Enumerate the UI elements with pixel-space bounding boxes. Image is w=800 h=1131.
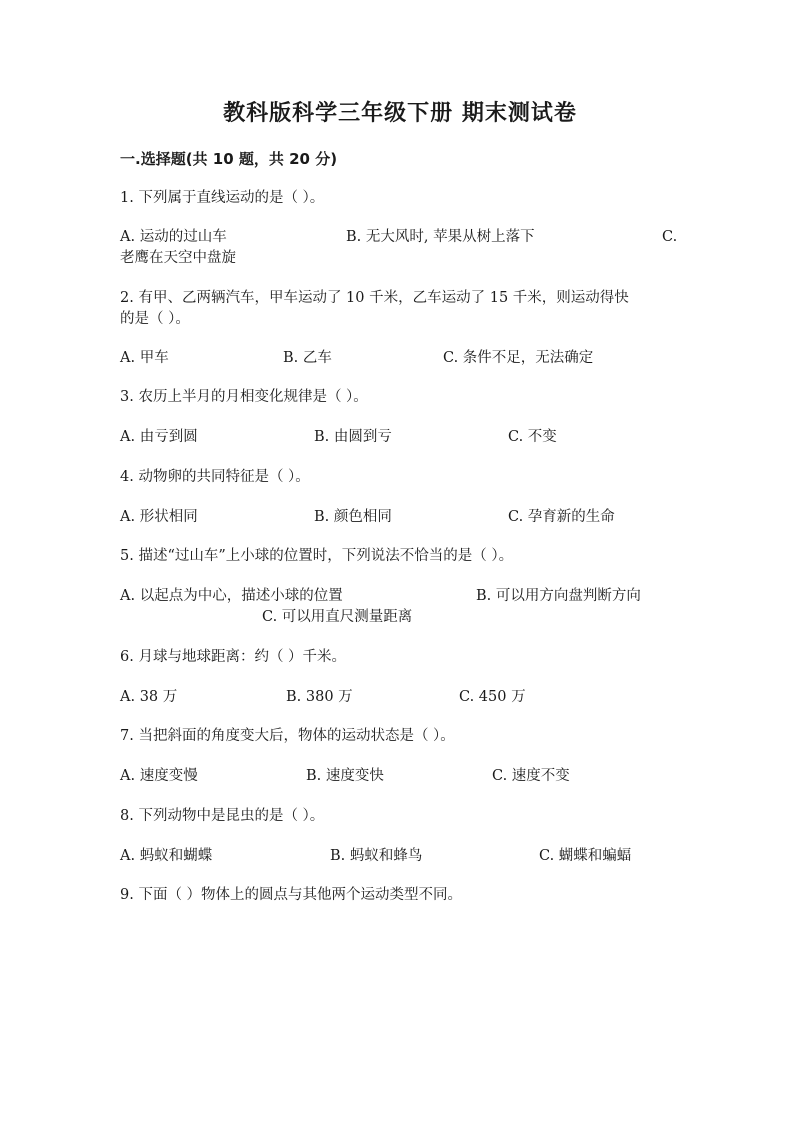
question-2-option-c: C. 条件不足，无法确定 xyxy=(443,350,594,366)
question-3-option-b: B. 由圆到亏 xyxy=(314,429,392,445)
question-6-option-a: A. 38 万 xyxy=(120,689,178,705)
question-7-option-b: B. 速度变快 xyxy=(306,768,384,784)
question-6-option-c: C. 450 万 xyxy=(459,689,526,705)
question-6-option-b: B. 380 万 xyxy=(286,689,353,705)
question-1-text: 1. 下列属于直线运动的是（ ）。 xyxy=(120,190,325,206)
question-5-option-a: A. 以起点为中心，描述小球的位置 xyxy=(120,588,343,604)
question-1-option-a: A. 运动的过山车 xyxy=(120,229,227,245)
question-1-option-c-prefix: C. xyxy=(662,229,678,245)
question-3-option-a: A. 由亏到圆 xyxy=(120,429,198,445)
question-5-option-c: C. 可以用直尺测量距离 xyxy=(262,609,413,625)
question-8-option-c: C. 蝴蝶和蝙蝠 xyxy=(539,848,632,864)
question-8-option-b: B. 蚂蚁和蜂鸟 xyxy=(330,848,423,864)
question-4-option-a: A. 形状相同 xyxy=(120,509,198,525)
section-heading: 一.选择题(共 10 题，共 20 分) xyxy=(120,150,338,168)
question-2-text-cont: 的是（ ）。 xyxy=(120,311,190,327)
question-7-text: 7. 当把斜面的角度变大后，物体的运动状态是（ ）。 xyxy=(120,728,455,744)
question-2-option-a: A. 甲车 xyxy=(120,350,169,366)
question-3-option-c: C. 不变 xyxy=(508,429,557,445)
question-9-text: 9. 下面（ ）物体上的圆点与其他两个运动类型不同。 xyxy=(120,887,463,903)
question-7-option-a: A. 速度变慢 xyxy=(120,768,198,784)
question-1-option-b: B. 无大风时, 苹果从树上落下 xyxy=(346,229,535,245)
question-4-text: 4. 动物卵的共同特征是（ ）。 xyxy=(120,469,310,485)
question-2-option-b: B. 乙车 xyxy=(283,350,332,366)
question-4-option-c: C. 孕育新的生命 xyxy=(508,509,615,525)
question-2-text: 2. 有甲、乙两辆汽车，甲车运动了 10 千米，乙车运动了 15 千米，则运动得快 xyxy=(120,290,629,306)
question-7-option-c: C. 速度不变 xyxy=(492,768,570,784)
question-8-option-a: A. 蚂蚁和蝴蝶 xyxy=(120,848,213,864)
question-5-text: 5. 描述“过山车”上小球的位置时，下列说法不恰当的是（ ）。 xyxy=(120,548,514,564)
question-6-text: 6. 月球与地球距离：约（ ）千米。 xyxy=(120,649,347,665)
question-5-option-b: B. 可以用方向盘判断方向 xyxy=(476,588,641,604)
page-title: 教科版科学三年级下册 期末测试卷 xyxy=(223,101,577,126)
question-3-text: 3. 农历上半月的月相变化规律是（ ）。 xyxy=(120,389,368,405)
question-1-option-c-text: 老鹰在天空中盘旋 xyxy=(120,250,236,266)
question-4-option-b: B. 颜色相同 xyxy=(314,509,392,525)
question-8-text: 8. 下列动物中是昆虫的是（ ）。 xyxy=(120,808,325,824)
